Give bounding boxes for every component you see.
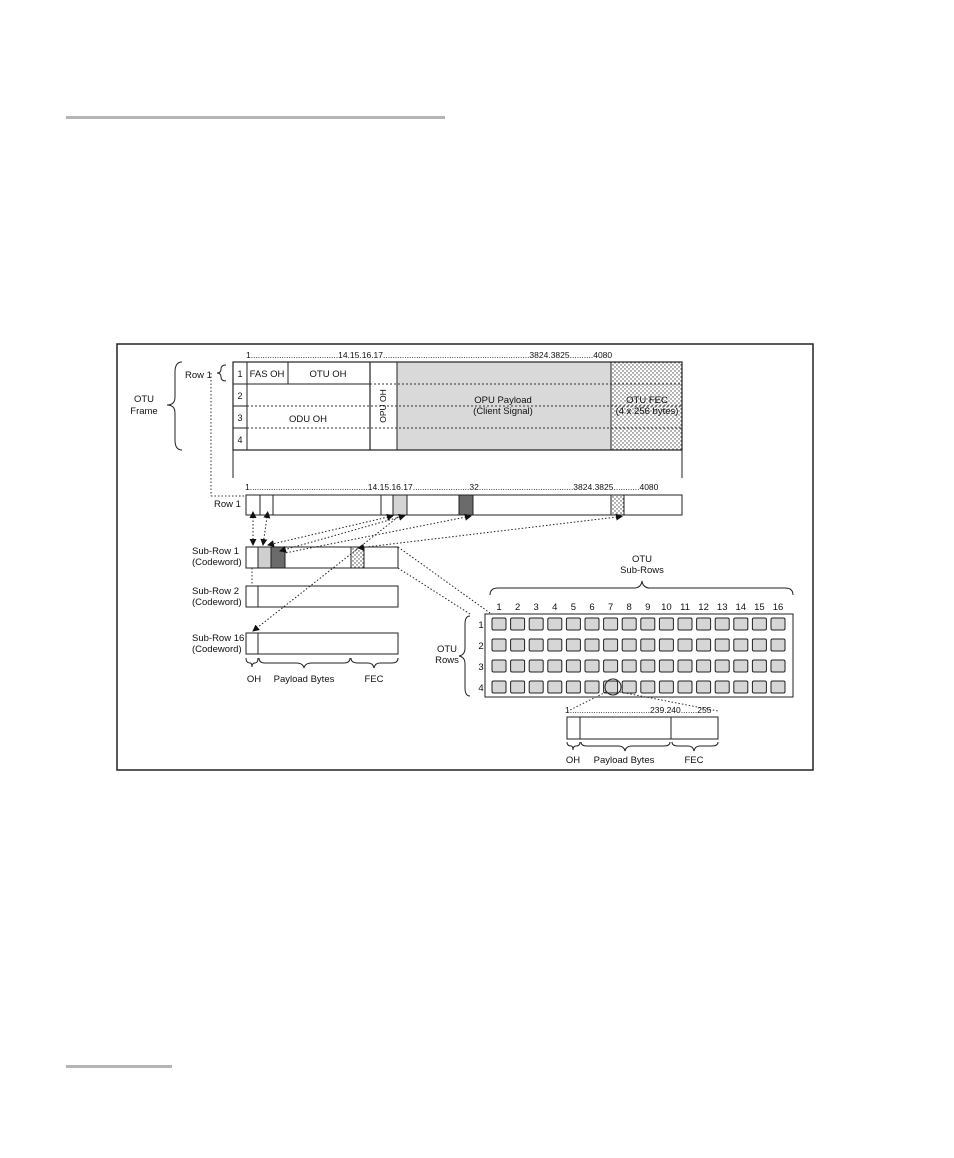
grid-cell [548, 681, 562, 693]
otu-oh-label: OTU OH [309, 369, 347, 380]
grid-cell [529, 681, 543, 693]
grid-column-label: 5 [570, 602, 577, 613]
grid-cell [511, 639, 525, 651]
grid-column-label: 8 [626, 602, 632, 613]
subrow-2-bar [246, 586, 398, 607]
grid-cell [511, 681, 525, 693]
grid-cell [548, 660, 562, 672]
frame-row-number-3: 3 [237, 413, 243, 423]
grid-cell [659, 660, 673, 672]
otu-frame-label: OTU [133, 394, 155, 405]
grid-columns-brace [490, 581, 793, 595]
grid-cell [715, 618, 729, 630]
grid-cell [548, 639, 562, 651]
grid-cell [734, 639, 748, 651]
grid-cell [697, 660, 711, 672]
subrow-2-sub: (Codeword) [192, 597, 242, 608]
grid-cell [604, 660, 618, 672]
grid-cell [641, 639, 655, 651]
grid-title: OTU [631, 554, 653, 565]
codeword-oh-brace [567, 742, 580, 750]
grid-cell [566, 618, 580, 630]
grid-cell [659, 639, 673, 651]
grid-column-label: 16 [772, 602, 784, 613]
otu-frame-sub-label: Frame [130, 406, 158, 417]
subrow-oh-brace [246, 658, 258, 667]
grid-cell [752, 681, 766, 693]
grid-cell [529, 639, 543, 651]
subrow-16-bar [246, 633, 398, 654]
grid-cell [566, 639, 580, 651]
grid-cell [771, 639, 785, 651]
grid-column-label: 13 [716, 602, 728, 613]
grid-cell [511, 618, 525, 630]
grid-column-labels [496, 602, 783, 613]
grid-cell [771, 618, 785, 630]
opu-payload-label: OPU Payload [474, 395, 532, 406]
grid-title-sub: Sub-Rows [620, 565, 664, 576]
grid-cell [715, 681, 729, 693]
grid-cell [604, 618, 618, 630]
subrow-16-title: Sub-Row 16 [192, 633, 245, 644]
grid-cell [715, 639, 729, 651]
grid-cell [734, 618, 748, 630]
grid-row-labels [478, 620, 483, 694]
row1-small-brace [217, 365, 226, 381]
grid-column-label: 2 [514, 602, 521, 613]
otu-fec-label: OTU FEC [626, 395, 668, 406]
grid-column-label: 9 [645, 602, 651, 613]
grid-cell [715, 660, 729, 672]
row-detail-bar [246, 495, 682, 515]
grid-cell [585, 618, 599, 630]
grid-column-label: 3 [533, 602, 539, 613]
grid-column-label: 10 [661, 602, 672, 613]
grid-cell [641, 660, 655, 672]
grid-cell [734, 681, 748, 693]
grid-cell [752, 660, 766, 672]
frame-top-ruler: 1.....................................14.15.16.17..............................................................3824.3825..........4080 [246, 350, 613, 360]
grid-cell [659, 681, 673, 693]
grid-cell [492, 618, 506, 630]
grid-cell [492, 660, 506, 672]
subrow-1-title: Sub-Row 1 [192, 546, 239, 557]
otu-frame-brace [167, 362, 182, 450]
codeword-ruler: 1..................................239.240.......255 [565, 705, 712, 715]
grid-cell [678, 660, 692, 672]
grid-cell [585, 639, 599, 651]
grid-cell [678, 639, 692, 651]
codeword-fec-label: FEC [684, 755, 704, 766]
grid-column-label: 1 [496, 602, 502, 613]
codeword-payload-brace [581, 742, 670, 751]
grid-cell [622, 681, 636, 693]
grid-cell [529, 660, 543, 672]
grid-cell [622, 660, 636, 672]
otu-fec-sub-label: (4 x 256 bytes) [615, 406, 679, 417]
grid-cell [697, 639, 711, 651]
opu-payload-sub-label: (Client Signal) [473, 406, 533, 417]
frame-row-number-1: 1 [237, 369, 243, 379]
grid-cell [771, 681, 785, 693]
grid-rows-label: OTU [436, 644, 458, 655]
subrow-1-bar [246, 547, 398, 568]
grid-cell [604, 639, 618, 651]
grid-column-label: 7 [607, 602, 614, 613]
grid-cell [697, 681, 711, 693]
grid-cell [622, 639, 636, 651]
opu-oh-label: OPU OH [378, 389, 388, 423]
grid-cell [678, 618, 692, 630]
subrow-2-title: Sub-Row 2 [192, 586, 239, 597]
grid-cell [622, 618, 636, 630]
grid-row-label: 3 [478, 662, 484, 673]
grid-column-label: 14 [735, 602, 747, 613]
grid-cell [585, 681, 599, 693]
frame-row-number-4: 4 [237, 435, 243, 445]
grid-cell [659, 618, 673, 630]
grid-cell [492, 681, 506, 693]
grid-cell [548, 618, 562, 630]
frame-row-number-2: 2 [237, 391, 243, 401]
grid-column-label: 15 [754, 602, 765, 613]
grid-cell [752, 618, 766, 630]
grid-row-label: 2 [478, 641, 484, 652]
grid-cell [771, 660, 785, 672]
subrow-payload-brace [259, 658, 350, 668]
subrow-legend-fec: FEC [364, 674, 384, 685]
grid-cell [678, 681, 692, 693]
grid-cell [511, 660, 525, 672]
grid-cell [492, 639, 506, 651]
grid-cell [697, 618, 711, 630]
subrow-legend-oh: OH [246, 674, 262, 685]
grid-column-label: 12 [698, 602, 709, 613]
grid-column-label: 11 [680, 602, 690, 613]
grid-cell [641, 681, 655, 693]
odu-oh-label: ODU OH [289, 414, 327, 425]
subrow-legend-payload: Payload Bytes [273, 674, 335, 685]
grid-cell [585, 660, 599, 672]
codeword-bar [567, 717, 718, 739]
row-detail-ruler: 1..................................................14.15.16.17........................32........................................3824.3825...........4080 [245, 482, 659, 492]
codeword-oh-label: OH [565, 755, 581, 766]
grid-column-label: 6 [589, 602, 595, 613]
grid-cell [566, 660, 580, 672]
subrow-1-sub: (Codeword) [192, 557, 242, 568]
grid-cell [566, 681, 580, 693]
grid-cell [641, 618, 655, 630]
grid-row-label: 4 [478, 683, 484, 694]
grid-cell [752, 639, 766, 651]
grid-rows-sub-label: Rows [435, 655, 459, 666]
codeword-payload-label: Payload Bytes [593, 755, 655, 766]
fas-oh-label: FAS OH [249, 369, 285, 380]
grid-cell [529, 618, 543, 630]
grid-rows-brace [459, 616, 470, 696]
grid-cell [734, 660, 748, 672]
codeword-fec-brace [672, 742, 718, 751]
grid-row-label: 1 [478, 620, 484, 631]
subrow-16-sub: (Codeword) [192, 644, 242, 655]
row-detail-label: Row 1 [214, 499, 241, 510]
row1-brace-label: Row 1 [185, 370, 212, 381]
subrow-fec-brace [351, 658, 398, 668]
grid-column-label: 4 [552, 602, 558, 613]
